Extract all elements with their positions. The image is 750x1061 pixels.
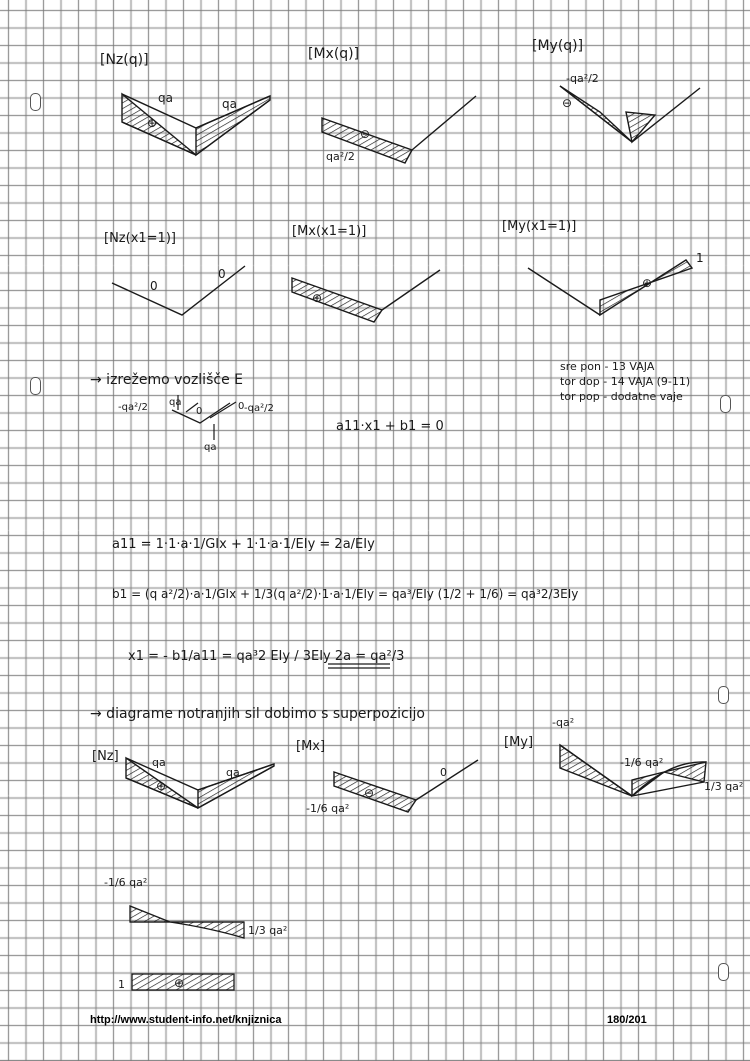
- node-label-1: 0: [196, 406, 203, 417]
- footer-url[interactable]: http://www.student-info.net/knjiznica: [90, 1014, 282, 1026]
- node-label-5: qa: [204, 442, 217, 453]
- bottom-diagrams: [104, 876, 287, 991]
- diagram-mx-final: [296, 739, 478, 815]
- schedule-notes: [560, 360, 690, 403]
- label-bottom-value: 1: [118, 978, 125, 991]
- label-my-q-left: -qa²/2: [566, 72, 599, 85]
- compat-equation: a11·x1 + b1 = 0: [336, 419, 444, 434]
- diagram-nz-x1: [104, 231, 245, 315]
- sign-nz-q: ⊕: [147, 116, 158, 130]
- label-mx-q-bottom: qa²/2: [326, 150, 355, 163]
- label-bottom-left: -1/6 qa²: [104, 876, 148, 889]
- sign-my-x1: ⊕: [642, 276, 653, 290]
- label-bottom-right: 1/3 qa²: [248, 924, 288, 937]
- title-nz-final: [Nz]: [92, 749, 119, 764]
- node-label-4: -qa²/2: [244, 403, 274, 414]
- node-label-3: -qa²/2: [118, 402, 148, 413]
- title-mx-x1: [Mx(x1=1)]: [292, 224, 367, 239]
- diagram-nz-q: [100, 52, 270, 155]
- node-section: [90, 372, 444, 453]
- title-nz-x1: [Nz(x1=1)]: [104, 231, 176, 246]
- label-my-x1-right: 1: [696, 251, 704, 265]
- sign-nz-final: ⊕: [156, 779, 167, 793]
- note-0: sre pon - 13 VAJA: [560, 360, 655, 373]
- label-nz-final-right: qa: [226, 766, 240, 779]
- label-my-final-right: 1/3 qa²: [704, 780, 744, 793]
- label-mx-final-right: 0: [440, 766, 447, 779]
- title-nz-q: [Nz(q)]: [100, 52, 149, 68]
- title-my-q: [My(q)]: [532, 38, 584, 54]
- node-label-0: qa: [169, 397, 182, 408]
- sign-mx-x1: ⊕: [312, 291, 323, 305]
- formulas: [112, 537, 578, 668]
- superposition: [90, 706, 743, 815]
- label-my-final-left: -qa²: [552, 716, 575, 729]
- footer-page-number: 180/201: [607, 1014, 647, 1026]
- sign-my-q: ⊖: [562, 96, 573, 110]
- diagram-my-final: [504, 716, 743, 796]
- diagram-my-x1: [502, 219, 704, 315]
- heading-superposition: → diagrame notranjih sil dobimo s superpozicijo: [90, 706, 426, 722]
- diagram-my-q: [532, 38, 700, 142]
- label-nz-final-top: qa: [152, 756, 166, 769]
- heading-node: → izrežemo vozlišče E: [90, 372, 243, 388]
- title-my-final: [My]: [504, 735, 534, 750]
- title-my-x1: [My(x1=1)]: [502, 219, 577, 234]
- sign-mx-final: ⊖: [364, 786, 375, 800]
- formula-x1: x1 = - b1/a11 = qa³2 EIy / 3EIy 2a = qa²/3: [128, 649, 405, 664]
- label-nz-q-right: qa: [222, 97, 237, 111]
- svg-text:⊕: ⊕: [174, 976, 185, 990]
- title-mx-q: [Mx(q)]: [308, 46, 360, 62]
- formula-a11: a11 = 1·1·a·1/GIx + 1·1·a·1/EIy = 2a/EIy: [112, 537, 375, 552]
- diagram-nz-final: [92, 749, 274, 808]
- label-mx-final-bottom: -1/6 qa²: [306, 802, 350, 815]
- diagram-mx-x1: [292, 224, 440, 322]
- formula-b1: b1 = (q a²/2)·a·1/GIx + 1/3(q a²/2)·1·a·1/EIy = qa³/EIy (1/2 + 1/6) = qa³2/3EIy: [112, 587, 579, 601]
- label-nz-x1-left: 0: [150, 279, 158, 293]
- diagram-mx-q: [308, 46, 476, 163]
- note-1: tor dop - 14 VAJA (9-11): [560, 375, 691, 388]
- title-mx-final: [Mx]: [296, 739, 326, 754]
- label-my-final-mid: -1/6 qa²: [620, 756, 664, 769]
- note-2: tor pop - dodatne vaje: [560, 390, 683, 403]
- node-label-2: 0: [238, 401, 245, 412]
- label-nz-q-top: qa: [158, 91, 173, 105]
- sign-mx-q: ⊖: [360, 127, 371, 141]
- label-nz-x1-right: 0: [218, 267, 226, 281]
